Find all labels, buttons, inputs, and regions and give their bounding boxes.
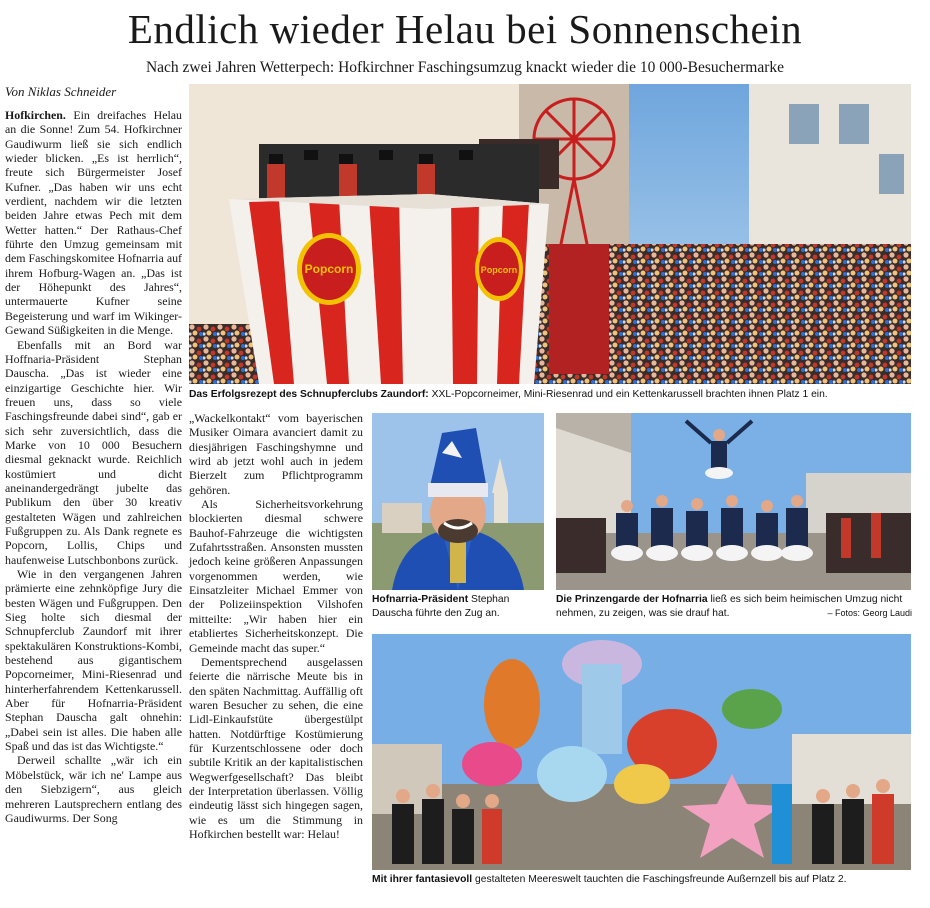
caption-text: Stephan Dauscha führte den Zug an. bbox=[372, 594, 510, 619]
paragraph: Als Sicherheitsvorkehrung blockierten diesmal schwere Bauhof-Fahrzeuge die wichtigsten Zufahrtsstraßen. Ansonsten mussten jedoch keine größeren Anpassungen vorgenommen werden, wie Einsatzleiter Michael Emmer von der Polizeiinspektion Vilshofen mitteilte: „Wir haben hier ein etabliertes Sicherheitskonzept. Die Gemeinde macht das super.“ bbox=[189, 497, 363, 655]
byline: Von Niklas Schneider bbox=[5, 84, 117, 99]
caption-lead: Die Prinzengarde der Hofnarria bbox=[556, 594, 708, 605]
main-photo-popcorn-float bbox=[189, 84, 911, 384]
popcorn-logo-right: Popcorn bbox=[480, 265, 518, 275]
caption-lead: Mit ihrer fantasievoll bbox=[372, 874, 473, 885]
photo-credit: – Fotos: Georg Laudi bbox=[827, 607, 912, 618]
dateline: Hofkirchen. bbox=[5, 108, 66, 122]
paragraph-text: Ein dreifaches Helau an die Sonne! Zum 54. Hofkirchner Gaudiwurm ließ sie sich endlich wieder blicken. „Es ist herrlich“, freute sich Bürgermeister Josef Kufner. „Das haben wir uns echt verdient, nachdem wir die letzten beiden Jahre etwas Pech mit dem Wetter hatten.“ Der Rathaus-Chef führte den Umzug gemeinsam mit dem Faschingskomitee Hofnarria auf ihrem Hofburg-Wagen an. „Das ist der Höhepunkt des Jahres“, untermauerte Kufner seine Begeisterung und warf im Wikinger-Gewand Süßigkeiten in die Menge. bbox=[5, 108, 182, 338]
caption-text: gestalteten Meereswelt tauchten die Faschingsfreunde Außernzell bis auf Platz 2. bbox=[472, 874, 847, 885]
garde-caption bbox=[556, 593, 912, 620]
caption-text: XXL-Popcorneimer, Mini-Riesenrad und ein Kettenkarussell brachten ihnen Platz 1 ein. bbox=[428, 389, 828, 400]
article-column-2 bbox=[189, 411, 363, 841]
caption-lead: Das Erfolgsrezept des Schnupferclubs Zaundorf: bbox=[189, 389, 429, 400]
headline: Endlich wieder Helau bei Sonnenschein bbox=[127, 6, 803, 52]
paragraph: „Wackelkontakt“ vom bayerischen Musiker Oimara avanciert damit zu diesjährigen Faschingshymne und wird ab jetzt wohl auch in jedem Bierzelt zum Pflichtprogramm gehören. bbox=[189, 411, 363, 497]
sea-float-photo bbox=[372, 634, 911, 870]
president-photo bbox=[372, 413, 544, 590]
sea-float-caption bbox=[372, 873, 912, 887]
article-column-1 bbox=[5, 108, 182, 825]
paragraph: Ebenfalls mit an Bord war Hoffnaria-Präsident Stephan Dauscha. „Das ist wieder eine einzigartige Geschichte hier. Wir freuen uns, dass so viele Faschingsfreunde dabei sind“, gab er sich sehr zuversichtlich, dass die Marke von 10 000 Besuchern diesmal geknackt wurde. Reichlich kostümiert und dicht aneinandergedrängt jubelte das Publikum den über 30 kreativ gestalteten Wägen und zahlreichen Fußgruppen zu. Als Dank regnete es Popcorn, Lollis, Chips und haufenweise Lutschbonbons zurück. bbox=[5, 337, 182, 567]
president-caption bbox=[372, 593, 547, 620]
paragraph: Derweil schallte „wär ich ein Möbelstück, wär ich ne' Lampe aus den Siebzigern“, aus gleich mehreren Lautsprechern entlang des Gaudiwurms. Der Song bbox=[5, 753, 182, 825]
paragraph: Wie in den vergangenen Jahren prämierte eine zehnköpfige Jury die besten Wägen und Fußgruppen. Den Sieg holte sich diesmal der Schnupferclub Zaundorf mit ihrer spektakulären Konstruktions-Kombi, bestehend aus gigantischem Popcorneimer, Mini-Riesenrad und hinterherfahrendem Kettenkarussell. Aber für Hofnarria-Präsident Stephan Dauscha galt ohnehin: „Dabei sein ist alles. Die haben alle Spaß und das ist das Wichtigste.“ bbox=[5, 567, 182, 754]
garde-photo bbox=[556, 413, 911, 590]
popcorn-logo-left: Popcorn bbox=[304, 262, 354, 276]
paragraph bbox=[5, 108, 182, 338]
main-photo-caption bbox=[189, 388, 911, 402]
caption-text: ließ es sich beim heimischen Umzug nicht nehmen, zu zeigen, was sie drauf hat. bbox=[556, 594, 903, 619]
caption-lead: Hofnarria-Präsident bbox=[372, 594, 469, 605]
paragraph: Dementsprechend ausgelassen feierte die närrische Meute bis in den späten Nachmittag. Auffällig oft waren Besucher zu sehen, die eine Lidl-Einkaufstüte übergestülpt hatten. Notdürftige Kostümierung für Kurzentschlossene oder doch subtile Kritik an der kapitalistischen Wegwerfgesellschaft? Das bleibt der Interpretation überlassen. Völlig eindeutig lässt sich hingegen sagen, wie es um die Stimmung in Hofkirchen bestellt war: Helau! bbox=[189, 654, 363, 841]
subheadline: Nach zwei Jahren Wetterpech: Hofkirchner Faschingsumzug knackt wieder die 10 000-Besuchermarke bbox=[145, 59, 785, 76]
